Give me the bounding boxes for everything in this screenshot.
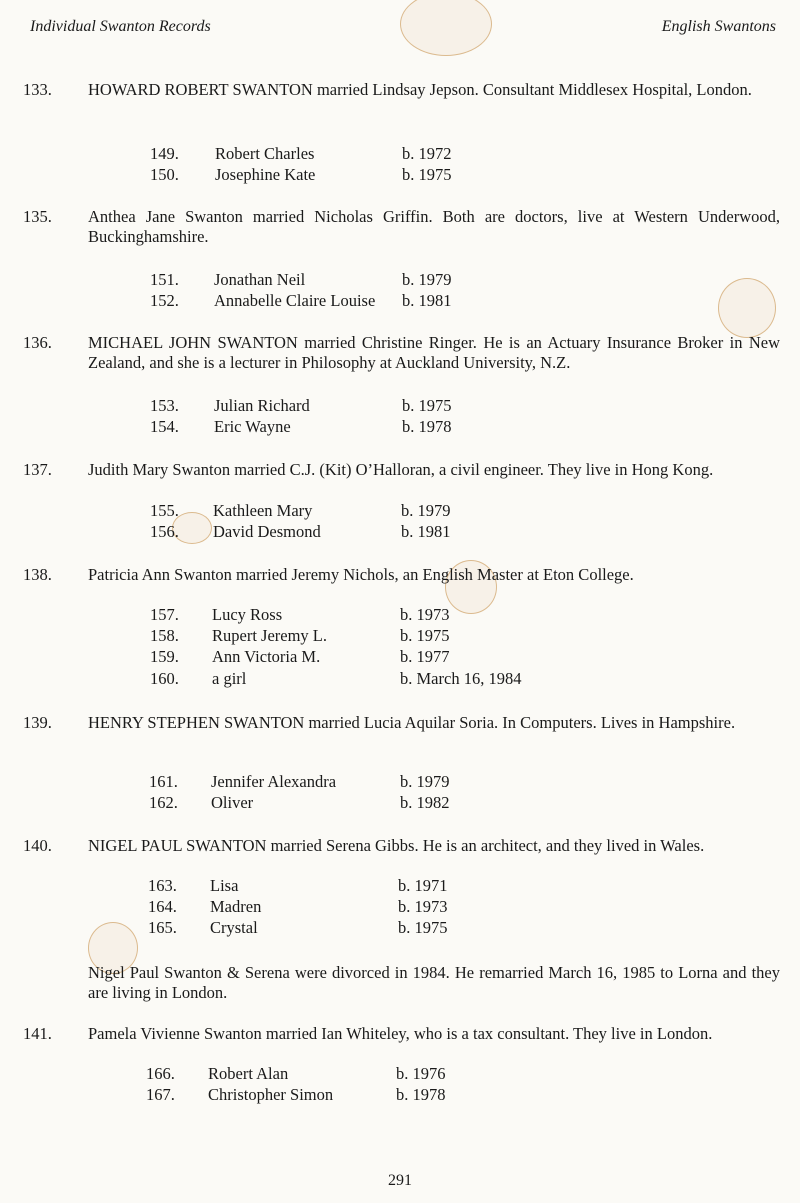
child-row bbox=[0, 164, 800, 185]
child-birth: b. March 16, 1984 bbox=[400, 669, 522, 688]
child-row bbox=[0, 875, 800, 896]
child-number: 165. bbox=[148, 918, 177, 937]
child-birth: b. 1971 bbox=[398, 876, 448, 895]
child-row bbox=[0, 792, 800, 813]
child-number: 151. bbox=[150, 270, 179, 289]
child-row bbox=[0, 290, 800, 311]
child-birth: b. 1975 bbox=[402, 165, 452, 184]
child-birth: b. 1982 bbox=[400, 793, 450, 812]
record-number: 135. bbox=[23, 207, 52, 226]
child-number: 155. bbox=[150, 501, 179, 520]
child-name: Ann Victoria M. bbox=[212, 647, 321, 666]
record-note: Nigel Paul Swanton & Serena were divorced in 1984. He remarried March 16, 1985 to Lorna and they are living in London. bbox=[88, 963, 780, 1002]
child-row bbox=[0, 917, 800, 938]
record-number: 139. bbox=[23, 713, 52, 732]
child-row bbox=[0, 395, 800, 416]
child-name: Kathleen Mary bbox=[213, 501, 313, 520]
child-name: a girl bbox=[212, 669, 247, 688]
child-number: 163. bbox=[148, 876, 177, 895]
child-number: 166. bbox=[146, 1064, 175, 1083]
record-text: Anthea Jane Swanton married Nicholas Griffin. Both are doctors, live at Western Underwood, Buckinghamshire. bbox=[88, 207, 780, 246]
child-row bbox=[0, 1084, 800, 1105]
child-birth: b. 1978 bbox=[402, 417, 452, 436]
child-row bbox=[0, 269, 800, 290]
child-number: 153. bbox=[150, 396, 179, 415]
child-number: 156. bbox=[150, 522, 179, 541]
child-name: David Desmond bbox=[213, 522, 321, 541]
child-number: 159. bbox=[150, 647, 179, 666]
child-name: Rupert Jeremy L. bbox=[212, 626, 328, 645]
record-number: 141. bbox=[23, 1024, 52, 1043]
record-text: HOWARD ROBERT SWANTON married Lindsay Jepson. Consultant Middlesex Hospital, London. bbox=[88, 80, 752, 99]
child-birth: b. 1979 bbox=[401, 501, 451, 520]
child-row bbox=[0, 500, 800, 521]
record-text: Judith Mary Swanton married C.J. (Kit) O’Halloran, a civil engineer. They live in Hong Kong. bbox=[88, 460, 714, 479]
child-number: 152. bbox=[150, 291, 179, 310]
child-number: 160. bbox=[150, 669, 179, 688]
child-birth: b. 1976 bbox=[396, 1064, 446, 1083]
child-birth: b. 1978 bbox=[396, 1085, 446, 1104]
child-name: Lucy Ross bbox=[212, 605, 283, 624]
child-name: Robert Alan bbox=[208, 1064, 289, 1083]
record-text: NIGEL PAUL SWANTON married Serena Gibbs. He is an architect, and they lived in Wales. bbox=[88, 836, 705, 855]
record-number: 133. bbox=[23, 80, 52, 99]
child-birth: b. 1975 bbox=[402, 396, 452, 415]
child-birth: b. 1973 bbox=[398, 897, 448, 916]
child-birth: b. 1979 bbox=[400, 772, 450, 791]
child-row bbox=[0, 521, 800, 542]
child-name: Madren bbox=[210, 897, 262, 916]
child-birth: b. 1981 bbox=[401, 522, 451, 541]
child-row bbox=[0, 625, 800, 646]
child-name: Jennifer Alexandra bbox=[211, 772, 337, 791]
record-text: Patricia Ann Swanton married Jeremy Nichols, an English Master at Eton College. bbox=[88, 565, 634, 584]
child-number: 157. bbox=[150, 605, 179, 624]
child-number: 164. bbox=[148, 897, 177, 916]
child-name: Eric Wayne bbox=[214, 417, 291, 436]
child-name: Annabelle Claire Louise bbox=[214, 291, 376, 310]
coffee-stain bbox=[400, 0, 492, 56]
child-row bbox=[0, 896, 800, 917]
child-row bbox=[0, 604, 800, 625]
child-birth: b. 1977 bbox=[400, 647, 450, 666]
child-row bbox=[0, 646, 800, 667]
child-name: Oliver bbox=[211, 793, 254, 812]
child-number: 161. bbox=[149, 772, 178, 791]
child-number: 154. bbox=[150, 417, 179, 436]
child-number: 150. bbox=[150, 165, 179, 184]
record-number: 138. bbox=[23, 565, 52, 584]
child-row bbox=[0, 668, 800, 689]
child-birth: b. 1981 bbox=[402, 291, 452, 310]
child-birth: b. 1979 bbox=[402, 270, 452, 289]
record-number: 140. bbox=[23, 836, 52, 855]
child-name: Robert Charles bbox=[215, 144, 315, 163]
child-name: Julian Richard bbox=[214, 396, 310, 415]
child-number: 149. bbox=[150, 144, 179, 163]
child-number: 167. bbox=[146, 1085, 175, 1104]
record-number: 137. bbox=[23, 460, 52, 479]
child-row bbox=[0, 771, 800, 792]
child-number: 162. bbox=[149, 793, 178, 812]
child-name: Lisa bbox=[210, 876, 239, 895]
record-number: 136. bbox=[23, 333, 52, 352]
child-name: Crystal bbox=[210, 918, 258, 937]
child-row bbox=[0, 1063, 800, 1084]
record-text: Pamela Vivienne Swanton married Ian Whiteley, who is a tax consultant. They live in London. bbox=[88, 1024, 713, 1043]
record-text: HENRY STEPHEN SWANTON married Lucia Aquilar Soria. In Computers. Lives in Hampshire. bbox=[88, 713, 736, 732]
child-birth: b. 1973 bbox=[400, 605, 450, 624]
child-row bbox=[0, 416, 800, 437]
child-number: 158. bbox=[150, 626, 179, 645]
child-birth: b. 1972 bbox=[402, 144, 452, 163]
running-header-left: Individual Swanton Records bbox=[30, 18, 211, 35]
record-text: MICHAEL JOHN SWANTON married Christine Ringer. He is an Actuary Insurance Broker in New Zealand, and she is a lecturer in Philosophy at Auckland University, N.Z. bbox=[88, 333, 780, 372]
child-name: Christopher Simon bbox=[208, 1085, 334, 1104]
child-name: Jonathan Neil bbox=[214, 270, 306, 289]
running-header-right: English Swantons bbox=[661, 18, 776, 35]
page-number: 291 bbox=[388, 1172, 412, 1189]
child-birth: b. 1975 bbox=[400, 626, 450, 645]
child-row bbox=[0, 143, 800, 164]
child-name: Josephine Kate bbox=[215, 165, 316, 184]
child-birth: b. 1975 bbox=[398, 918, 448, 937]
